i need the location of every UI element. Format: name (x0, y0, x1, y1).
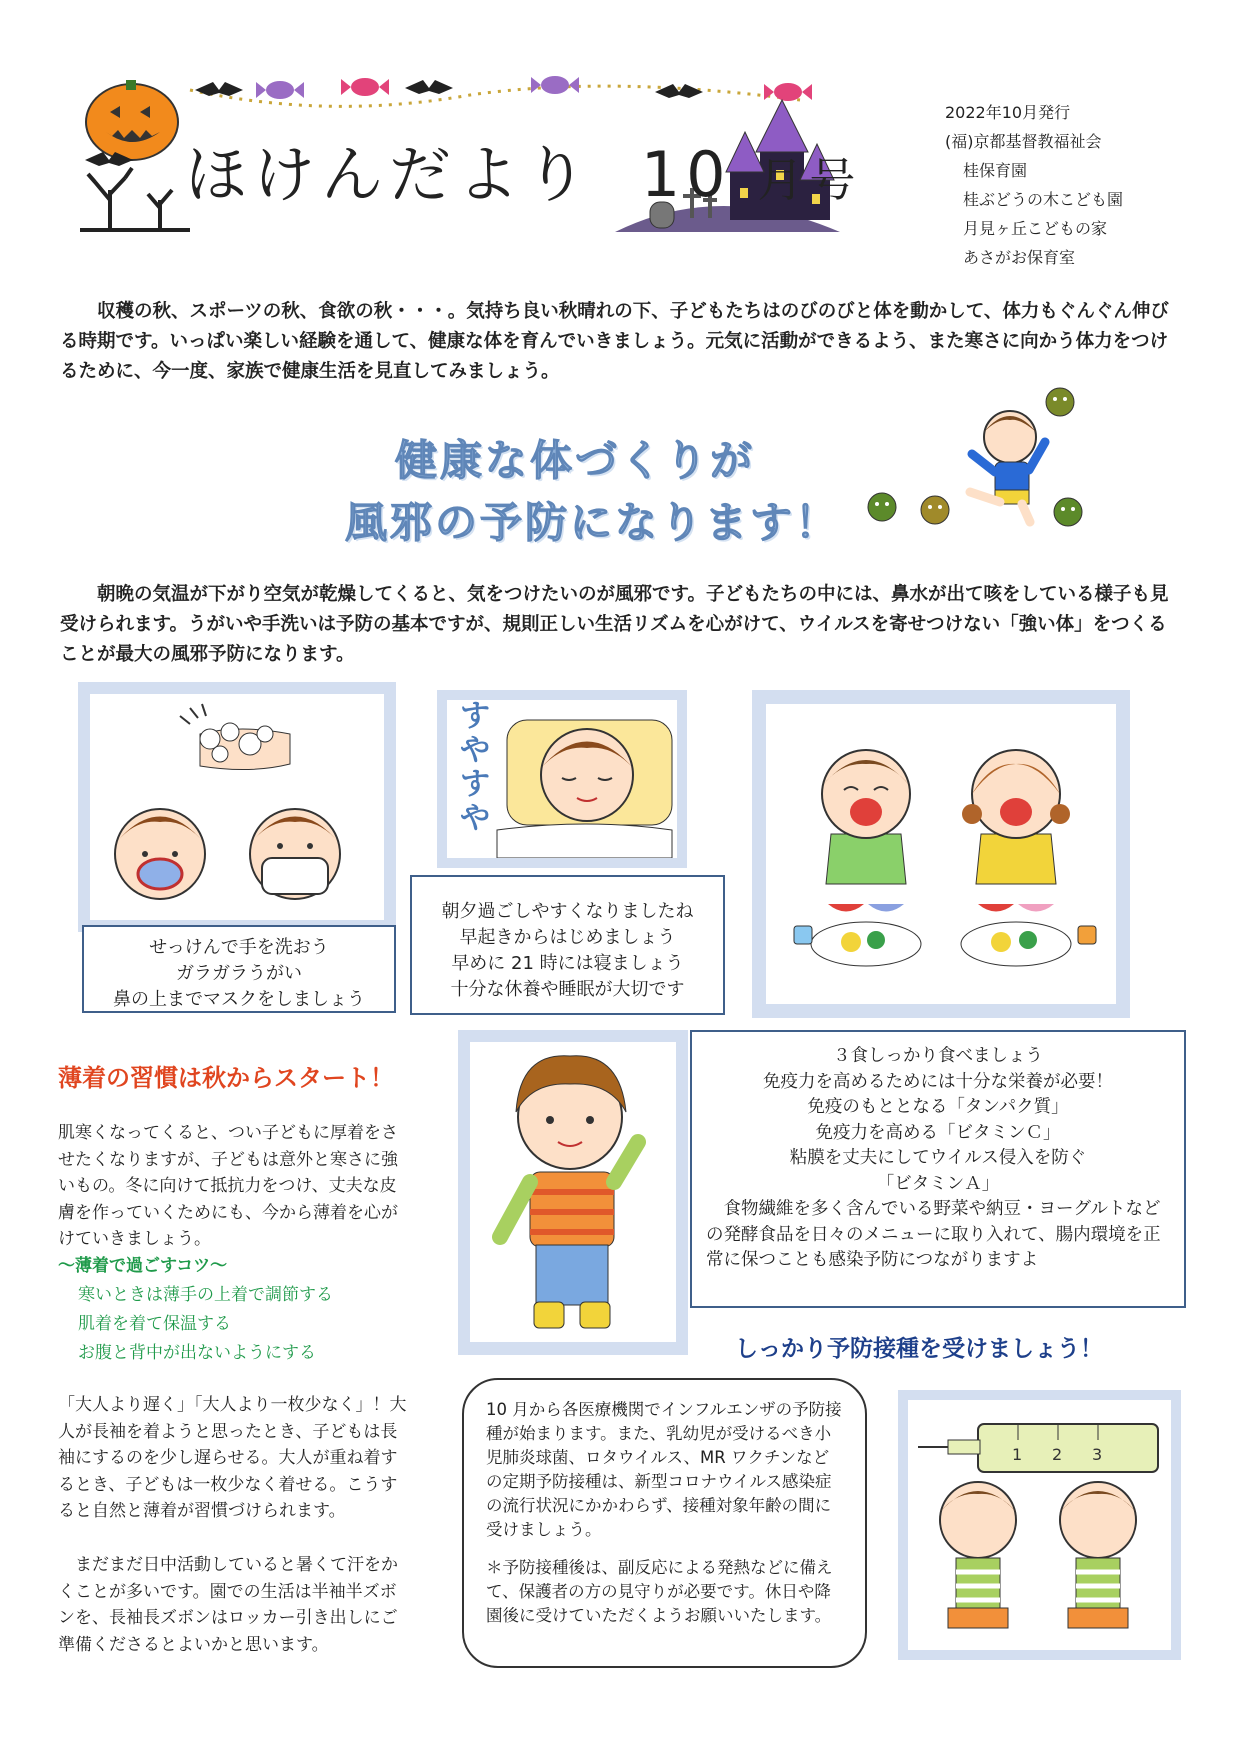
thin-paragraph-2: 「大人より遅く」「大人より一枚少なく」！大人が長袖を着ようと思ったとき、子どもは長袖にするのを少し遅らせる。大人が重ね着するとき、子どもは一枚少なく着せる。こうすると自然と薄着が習慣づけられます。 (58, 1395, 407, 1521)
nutrition-line: 粘膜を丈夫にしてウイルス侵入を防ぐ (789, 1148, 1087, 1168)
boy-frame (458, 1030, 688, 1355)
thin-clothes-title: 薄着の習慣は秋からスタート！ (58, 1064, 394, 1092)
publisher-info (945, 98, 1123, 272)
boy-pointing-illustration (470, 1042, 676, 1342)
candy-icon (531, 76, 579, 94)
caption-line: 十分な休養や睡眠が大切です (450, 979, 685, 1000)
children-eating-illustration (766, 704, 1116, 1004)
syringe-mark: 2 (1052, 1445, 1063, 1464)
caption-line: せっけんで手を洗おう (149, 937, 329, 958)
nutrition-box (690, 1030, 1186, 1308)
title-suffix: 月号 (757, 153, 862, 207)
masked-child (250, 809, 340, 899)
school-name: 月見ヶ丘こどもの家 (963, 219, 1108, 238)
page-title (185, 125, 861, 214)
bat-icon (405, 80, 453, 94)
vaccine-frame (898, 1390, 1181, 1660)
caption-line: ガラガラうがい (176, 963, 302, 984)
caption-line: 早起きからはじめましょう (459, 927, 676, 948)
school-name: 桂ぶどうの木こども園 (963, 190, 1124, 209)
dead-tree-icon (80, 168, 190, 230)
caption-line: 朝夕過ごしやすくなりましたね (441, 901, 694, 922)
organization: (福)京都基督教福祉会 (945, 132, 1102, 151)
meal-plate-icon (794, 904, 1096, 966)
vaccine-box (462, 1378, 867, 1668)
sleep-caption-box (410, 875, 725, 1015)
vaccine-title: しっかり予防接種を受けましょう！ (735, 1336, 1103, 1362)
title-number: 10 (640, 138, 732, 211)
headline-line2: 風邪の予防になります！ (345, 498, 841, 547)
handwash-mask-illustration (90, 694, 384, 920)
thin-tips-title: ～薄着で過ごすコツ～ (58, 1256, 228, 1276)
syringe-icon (918, 1424, 1158, 1472)
candy-icon (764, 83, 812, 101)
nutrition-line: ３食しっかり食べましょう (833, 1046, 1043, 1066)
nutrition-line: 食物繊維を多く含んでいる野菜や納豆・ヨーグルトなどの発酵食品を日々のメニューに取り入れて、腸内環境を正常に保つことも感染予防につながりますよ (706, 1199, 1161, 1270)
germ-icon (1054, 498, 1082, 526)
school-name: 桂保育園 (963, 161, 1028, 180)
thin-tip-item: 寒いときは薄手の上着で調節する (78, 1285, 333, 1305)
vaccine-paragraph-1: 10 月から各医療機関でインフルエンザの予防接種が始まります。また、乳幼児が受けるべき小児肺炎球菌、ロタウイルス、MR ワクチンなどの定期予防接種は、新型コロナウイルス感染症の流行状況にかかわらず、接種対象年齢の間に受けましょう。 (486, 1400, 842, 1539)
girl-eating (962, 750, 1070, 884)
nutrition-line: 「ビタミンＡ」 (876, 1173, 1000, 1194)
vaccine-paragraph-2: ＊予防接種後は、副反応による発熱などに備えて、保護者の方の見守りが必要です。休日や降園後に受けていただくようお願いいたします。 (486, 1558, 833, 1625)
syringe-mark: 1 (1012, 1445, 1023, 1464)
handwash-caption-box (82, 925, 396, 1013)
syringe-children-illustration (908, 1400, 1171, 1650)
thin-tip-item: 肌着を着て保温する (78, 1314, 231, 1334)
bat-icon (655, 84, 703, 98)
sleep-word: すやすや (460, 699, 490, 836)
cold-paragraph: 朝晩の気温が下がり空気が乾燥してくると、気をつけたいのが風邪です。子どもたちの中には、鼻水が出て咳をしている様子も見受けられます。うがいや手洗いは予防の基本ですが、規則正しい生活リズムを心がけて、ウイルスを寄せつけない「強い体」をつくることが最大の風邪予防になります。 (60, 584, 1169, 665)
eating-frame (752, 690, 1130, 1018)
child-holding-syringe (940, 1482, 1136, 1628)
boy-kicking-germs-illustration (860, 382, 1100, 532)
caption-line: 鼻の上までマスクをしましょう (113, 989, 365, 1010)
candy-icon (256, 81, 304, 99)
school-name: あさがお保育室 (963, 248, 1076, 267)
thin-paragraph-3: まだまだ日中活動していると暑くて汗をかくことが多いです。園での生活は半袖半ズボンを、長袖長ズボンはロッカー引き出しにご準備くださるとよいかと思います。 (58, 1555, 398, 1655)
issue-date: 2022年10月発行 (945, 103, 1071, 122)
thin-clothes-body: 肌寒くなってくると、つい子どもに厚着をさせたくなりますが、子どもは意外と寒さに強いもの。冬に向けて抵抗力をつけ、丈夫な皮膚を作っていくためにも、今から薄着を心がけていきましょう。 (58, 1123, 398, 1249)
thin-tip-item: お腹と背中が出ないようにする (78, 1343, 316, 1363)
gargling-child (115, 809, 205, 899)
germ-icon (1046, 388, 1074, 416)
caption-line: 早めに 21 時には寝ましょう (451, 953, 684, 974)
candy-icon (341, 78, 389, 96)
title-main: ほけんだより (185, 138, 594, 211)
nutrition-line: 免疫力を高めるためには十分な栄養が必要！ (763, 1071, 1113, 1092)
intro-paragraph: 収穫の秋、スポーツの秋、食欲の秋・・・。気持ち良い秋晴れの下、子どもたちはのびのびと体を動かして、体力もぐんぐん伸びる時期です。いっぱい楽しい経験を通して、健康な体を育んでいきましょう。元気に活動ができるよう、また寒さに向かう体力をつけるために、今一度、家族で健康生活を見直してみましょう。 (60, 301, 1169, 382)
nutrition-line: 免疫力を高める「ビタミンＣ」 (815, 1122, 1061, 1143)
nutrition-line: 免疫のもととなる「タンパク質」 (807, 1097, 1069, 1117)
syringe-mark: 3 (1092, 1445, 1103, 1464)
headline-line1: 健康な体づくりが (395, 436, 756, 485)
germ-icon (921, 496, 949, 524)
pumpkin-icon (86, 80, 178, 160)
boy-eating (822, 750, 910, 884)
germ-icon (868, 493, 896, 521)
handwash-frame (78, 682, 396, 932)
